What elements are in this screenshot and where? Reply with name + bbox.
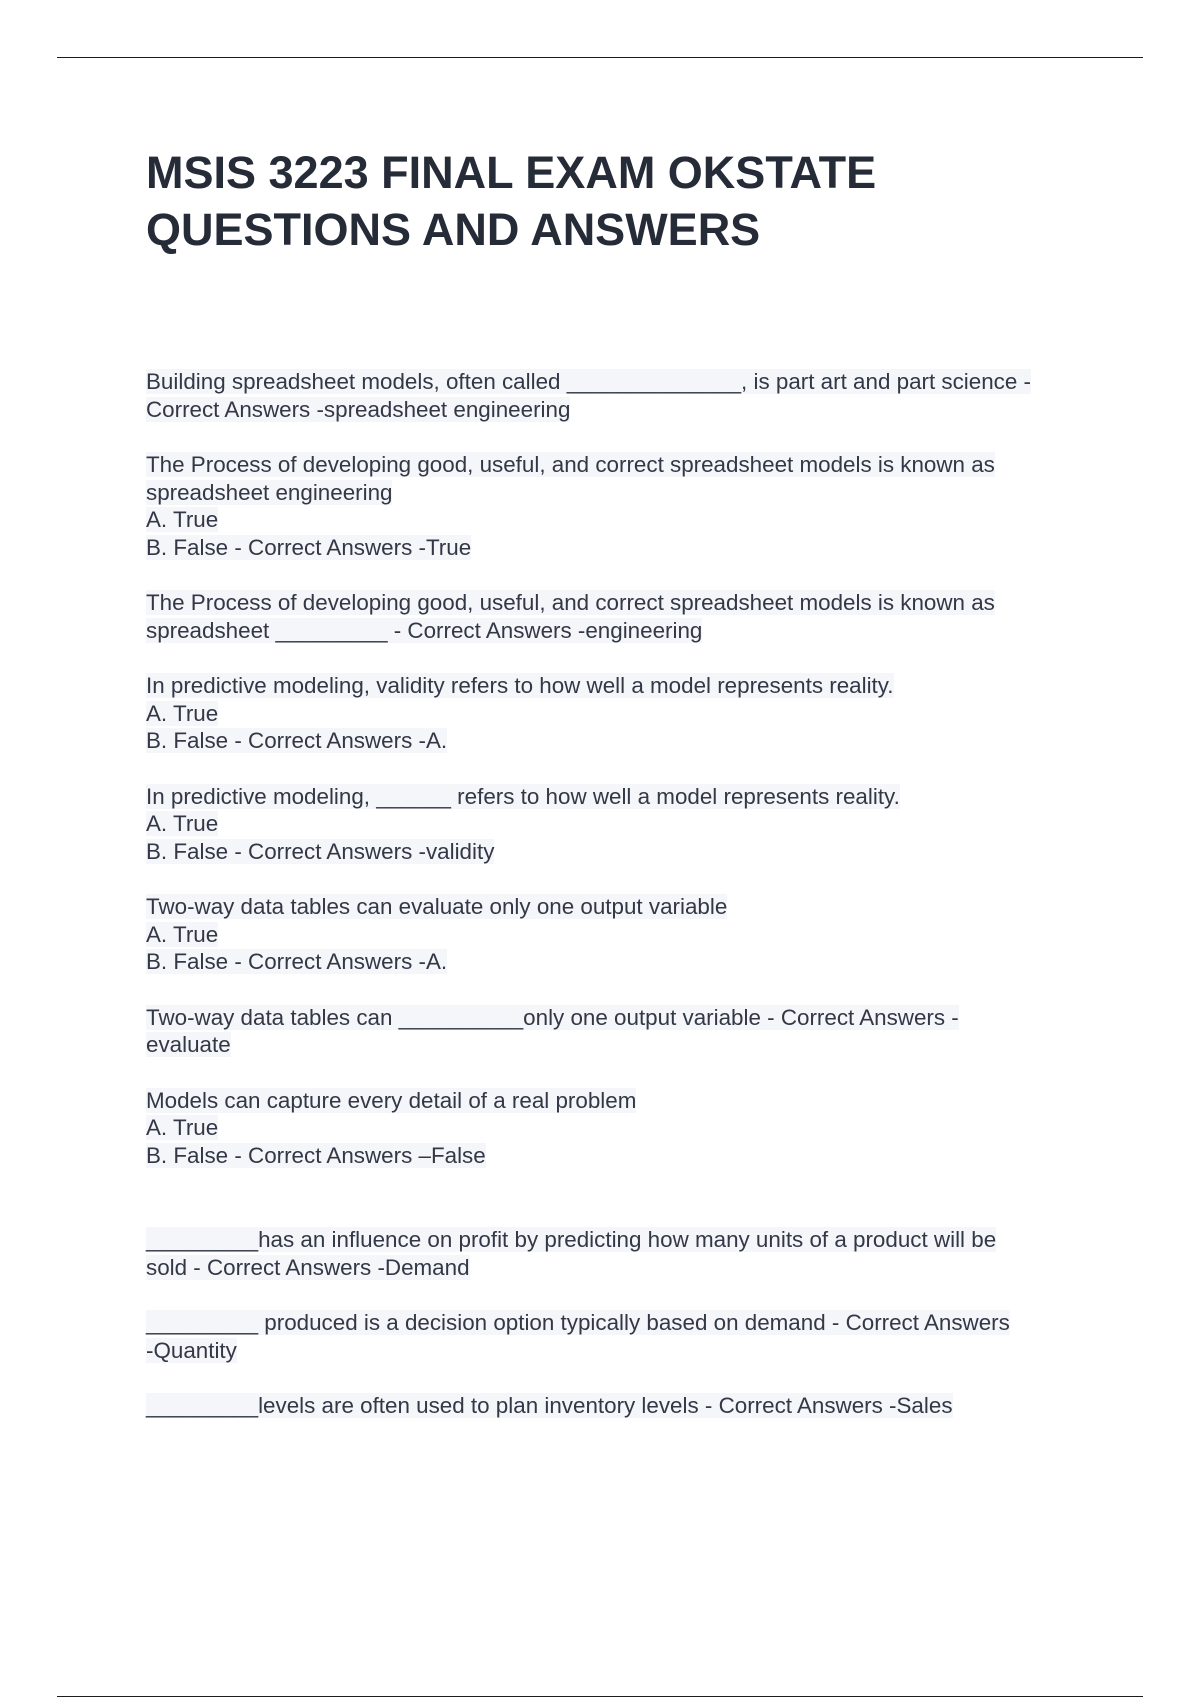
question-6-option-b: B. False - Correct Answers -A. [146, 949, 448, 974]
question-5 [146, 783, 1106, 866]
question-3-line-2: spreadsheet _________ - Correct Answers -engineering [146, 617, 703, 643]
question-4-option-b: B. False - Correct Answers -A. [146, 728, 448, 753]
question-7-line-1: Two-way data tables can __________only one output variable - Correct Answers - [146, 1004, 959, 1030]
question-5-option-a: A. True [146, 811, 219, 836]
question-7 [146, 1004, 1106, 1059]
question-9-line-2: sold - Correct Answers -Demand [146, 1254, 470, 1280]
question-6-option-a: A. True [146, 921, 219, 947]
question-7-line-2: evaluate [146, 1032, 231, 1057]
top-rule [57, 57, 1143, 58]
question-2-line-2: spreadsheet engineering [146, 479, 393, 505]
question-list [146, 368, 1106, 1420]
question-10-line-1: _________ produced is a decision option typically based on demand - Correct Answers [146, 1310, 1010, 1335]
question-1 [146, 368, 1106, 423]
question-10 [146, 1309, 1106, 1364]
question-4-line-1: In predictive modeling, validity refers to how well a model represents reality. [146, 673, 894, 698]
question-11 [146, 1392, 1106, 1420]
question-2-line-1: The Process of developing good, useful, and correct spreadsheet models is known as [146, 452, 995, 477]
question-2 [146, 451, 1106, 561]
question-10-line-2: -Quantity [146, 1337, 237, 1363]
question-9-line-1: _________has an influence on profit by predicting how many units of a product will be [146, 1227, 997, 1252]
question-2-option-b: B. False - Correct Answers -True [146, 534, 472, 560]
question-2-option-a: A. True [146, 507, 219, 532]
question-5-line-1: In predictive modeling, ______ refers to how well a model represents reality. [146, 783, 900, 809]
title-line-2: QUESTIONS AND ANSWERS [146, 204, 761, 255]
question-3-line-1: The Process of developing good, useful, and correct spreadsheet models is known as [146, 590, 995, 615]
question-1-line-2: Correct Answers -spreadsheet engineering [146, 396, 571, 422]
title-line-1: MSIS 3223 FINAL EXAM OKSTATE [146, 147, 877, 198]
document-title [146, 144, 1086, 258]
question-8-option-b: B. False - Correct Answers –False [146, 1142, 486, 1168]
question-8 [146, 1087, 1106, 1170]
question-9 [146, 1226, 1106, 1281]
question-11-line-1: _________levels are often used to plan inventory levels - Correct Answers -Sales [146, 1393, 953, 1418]
question-6-line-1: Two-way data tables can evaluate only one output variable [146, 894, 728, 919]
question-3 [146, 589, 1106, 644]
question-8-line-1: Models can capture every detail of a real problem [146, 1087, 637, 1113]
question-1-line-1: Building spreadsheet models, often called ______________, is part art and part science - [146, 369, 1032, 394]
question-4 [146, 672, 1106, 755]
question-8-option-a: A. True [146, 1115, 219, 1140]
bottom-rule [57, 1696, 1143, 1697]
question-5-option-b: B. False - Correct Answers -validity [146, 838, 495, 864]
question-4-option-a: A. True [146, 700, 219, 726]
question-6 [146, 893, 1106, 976]
